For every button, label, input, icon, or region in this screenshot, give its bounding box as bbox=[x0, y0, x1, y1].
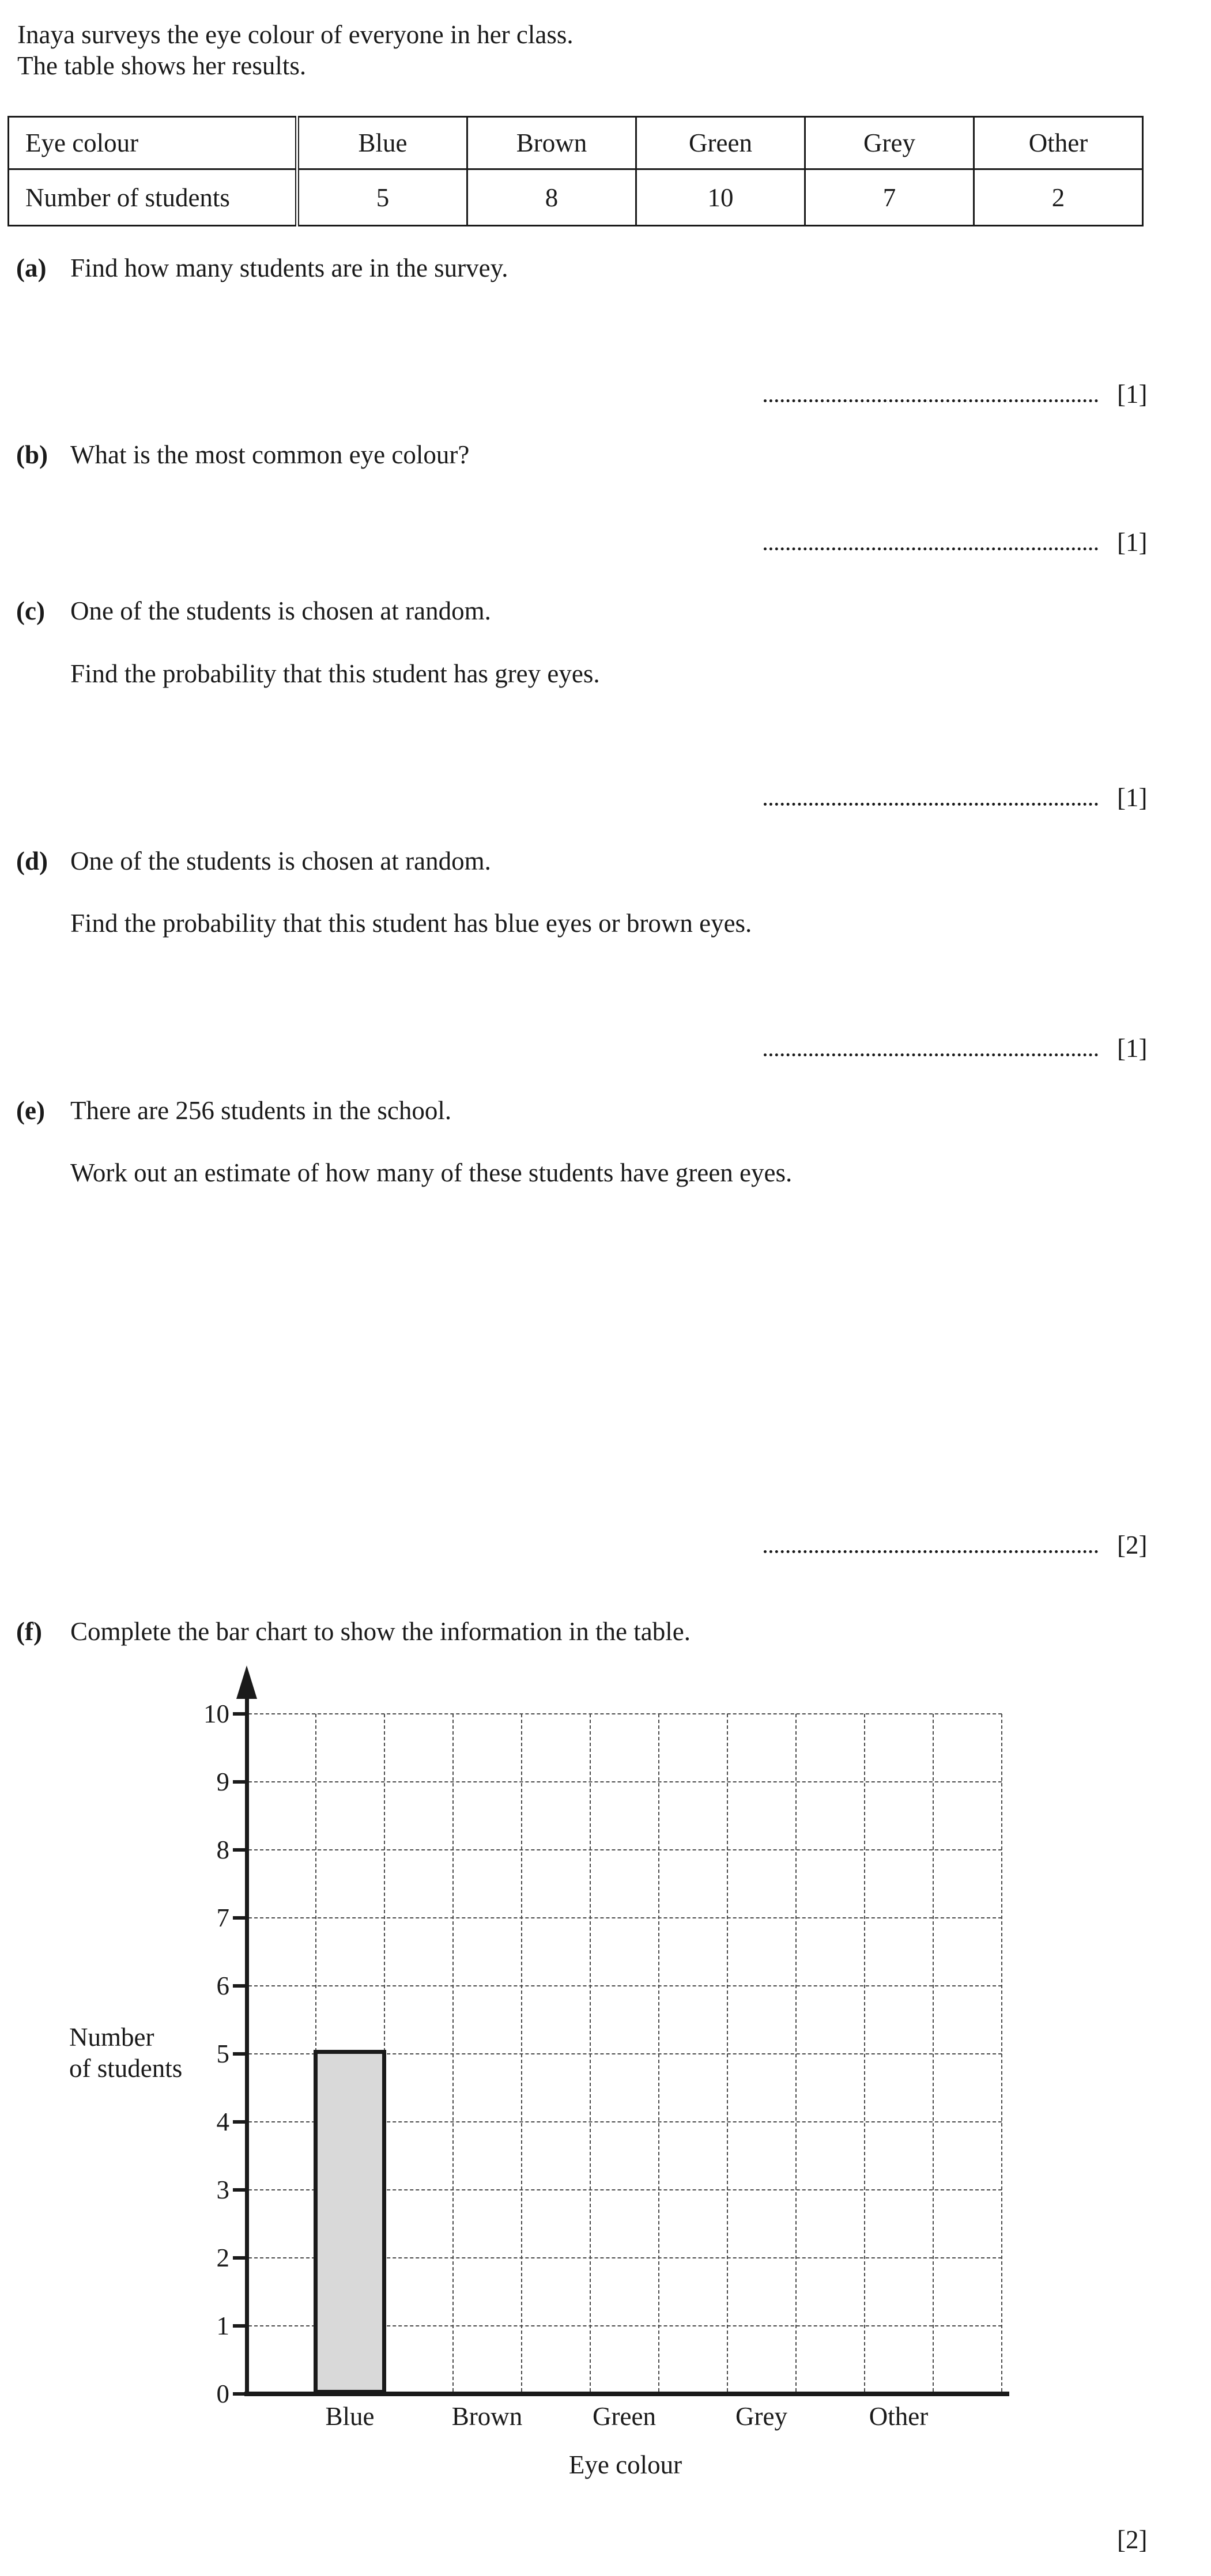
x-category-label-grey: Grey bbox=[735, 2402, 787, 2431]
gridline-x-9 bbox=[864, 1714, 865, 2392]
marks-e: [2] bbox=[1117, 1531, 1148, 1559]
y-tick-label-1: 1 bbox=[216, 2311, 229, 2340]
y-tick-label-5: 5 bbox=[216, 2039, 229, 2068]
table-value-blue: 5 bbox=[297, 169, 467, 226]
bar-blue bbox=[314, 2050, 386, 2394]
x-category-label-brown: Brown bbox=[451, 2402, 523, 2431]
question-c-text-1: One of the students is chosen at random. bbox=[70, 596, 491, 625]
question-e-text-1: There are 256 students in the school. bbox=[70, 1096, 452, 1125]
question-b-text: What is the most common eye colour? bbox=[70, 440, 470, 469]
question-f-label: (f) bbox=[16, 1617, 42, 1646]
marks-b: [1] bbox=[1117, 528, 1148, 557]
answer-line-d[interactable] bbox=[764, 1053, 1098, 1056]
y-axis-title-line-1: Number bbox=[69, 2023, 154, 2052]
gridline-x-7 bbox=[727, 1714, 728, 2392]
table-header-grey: Grey bbox=[805, 117, 974, 169]
answer-line-b[interactable] bbox=[764, 547, 1098, 550]
table-value-brown: 8 bbox=[467, 169, 636, 226]
x-category-label-blue: Blue bbox=[325, 2402, 375, 2431]
table-value-green: 10 bbox=[636, 169, 805, 226]
table-row2-label: Number of students bbox=[9, 169, 297, 226]
gridline-y-9 bbox=[248, 1781, 1002, 1782]
question-a-text: Find how many students are in the survey. bbox=[70, 254, 508, 282]
question-e-label: (e) bbox=[16, 1096, 45, 1125]
gridline-x-10 bbox=[933, 1714, 934, 2392]
gridline-y-6 bbox=[248, 1985, 1002, 1986]
y-axis-line bbox=[245, 1689, 249, 2396]
gridline-y-10 bbox=[248, 1713, 1002, 1714]
question-e-text-2: Work out an estimate of how many of these students have green eyes. bbox=[70, 1158, 793, 1187]
y-tick-label-7: 7 bbox=[216, 1903, 229, 1932]
intro-line-1: Inaya surveys the eye colour of everyone in her class. bbox=[17, 20, 574, 49]
x-category-label-green: Green bbox=[593, 2402, 656, 2431]
gridline-x-4 bbox=[521, 1714, 522, 2392]
marks-d: [1] bbox=[1117, 1034, 1148, 1063]
y-tick-label-9: 9 bbox=[216, 1767, 229, 1796]
table-header-other: Other bbox=[974, 117, 1143, 169]
gridline-y-7 bbox=[248, 1917, 1002, 1918]
gridline-x-3 bbox=[452, 1714, 454, 2392]
table-row-number-of-students bbox=[9, 169, 1143, 226]
y-tick-label-3: 3 bbox=[216, 2175, 229, 2204]
table-value-other: 2 bbox=[974, 169, 1143, 226]
table-value-grey: 7 bbox=[805, 169, 974, 226]
question-f-text: Complete the bar chart to show the information in the table. bbox=[70, 1617, 691, 1646]
marks-f: [2] bbox=[1117, 2525, 1148, 2554]
y-tick-label-2: 2 bbox=[216, 2243, 229, 2272]
question-c-label: (c) bbox=[16, 596, 45, 625]
question-a-label: (a) bbox=[16, 254, 47, 282]
gridline-x-5 bbox=[590, 1714, 591, 2392]
x-category-label-other: Other bbox=[869, 2402, 929, 2431]
answer-line-c[interactable] bbox=[764, 803, 1098, 806]
x-axis-title: Eye colour bbox=[568, 2450, 682, 2479]
y-tick-label-6: 6 bbox=[216, 1971, 229, 2000]
question-d-text-2: Find the probability that this student has blue eyes or brown eyes. bbox=[70, 909, 752, 938]
y-axis-title-line-2: of students bbox=[69, 2054, 183, 2083]
table-row-eye-colour bbox=[9, 117, 1143, 169]
table-header-blue: Blue bbox=[297, 117, 467, 169]
question-d-text-1: One of the students is chosen at random. bbox=[70, 847, 491, 875]
gridline-x-11 bbox=[1001, 1714, 1002, 2392]
y-tick-label-4: 4 bbox=[216, 2107, 229, 2136]
question-b-label: (b) bbox=[16, 440, 48, 469]
answer-line-a[interactable] bbox=[764, 399, 1098, 402]
answer-line-e[interactable] bbox=[764, 1550, 1098, 1553]
y-tick-label-10: 10 bbox=[203, 1699, 229, 1728]
x-axis-line bbox=[244, 2392, 1009, 2396]
gridline-x-8 bbox=[795, 1714, 797, 2392]
gridline-x-6 bbox=[658, 1714, 659, 2392]
question-d-label: (d) bbox=[16, 847, 48, 875]
y-axis-arrow-icon bbox=[236, 1665, 257, 1699]
question-c-text-2: Find the probability that this student has grey eyes. bbox=[70, 659, 600, 688]
gridline-y-8 bbox=[248, 1849, 1002, 1850]
marks-a: [1] bbox=[1117, 380, 1148, 409]
results-table bbox=[7, 116, 1144, 226]
table-header-green: Green bbox=[636, 117, 805, 169]
y-tick-label-8: 8 bbox=[216, 1835, 229, 1864]
marks-c: [1] bbox=[1117, 783, 1148, 812]
table-row1-label: Eye colour bbox=[9, 117, 297, 169]
y-tick-label-0: 0 bbox=[216, 2379, 229, 2408]
table-header-brown: Brown bbox=[467, 117, 636, 169]
intro-line-2: The table shows her results. bbox=[17, 51, 307, 80]
